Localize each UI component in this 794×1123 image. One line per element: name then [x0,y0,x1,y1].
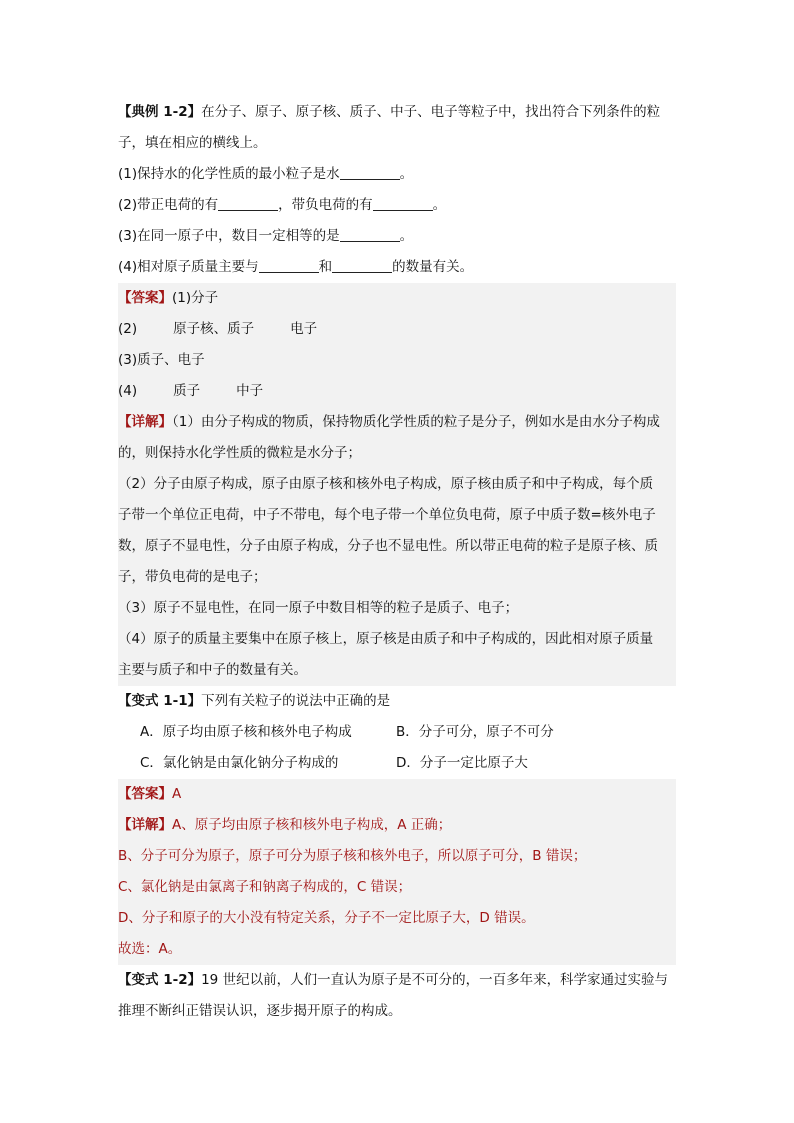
variant-1-2-line-2 [118,996,676,1027]
answer-3: (3)质子、电子 [118,352,205,368]
answer-1: (1)分子 [172,290,219,306]
answer-line-4 [118,376,676,407]
detail-line-7 [118,593,676,624]
detail-tag: 【详解】 [118,414,172,430]
variant-1-2-line-1 [118,965,676,996]
question-1-text: (1)保持水的化学性质的最小粒子是水 [118,166,340,182]
detail-line-6 [118,562,676,593]
question-3-end: 。 [399,228,414,244]
detail-line-5 [118,531,676,562]
detail-tag: 【详解】 [118,817,172,833]
detail-line-8 [118,624,676,655]
options-row-2 [118,748,676,779]
option-d: D．分子一定比原子大 [396,755,528,771]
example-stem-line-1 [118,97,676,128]
detail-2-line-3 [118,872,676,903]
detail-text: 子带一个单位正电荷，中子不带电，每个电子带一个单位负电荷，原子中质子数=核外电子 [118,507,656,523]
detail-line-1 [118,407,676,438]
question-4-text: (4)相对原子质量主要与 [118,259,259,275]
detail-line-2 [118,438,676,469]
answer-blank [340,163,400,180]
detail-text: 的，则保持水化学性质的微粒是水分子； [118,445,361,461]
answer-section-2 [118,779,676,965]
question-4-end: 的数量有关。 [392,259,474,275]
detail-text: B、分子可分为原子，原子可分为原子核和核外电子，所以原子可分，B 错误； [118,848,587,864]
detail-2-line-1 [118,810,676,841]
answer-4-num: (4) [118,383,138,399]
example-tag: 【典例 1-2】 [118,104,202,120]
answer-2-value-2: 电子 [290,321,318,337]
option-a: A．原子均由原子核和核外电子构成 [140,724,352,740]
option-c: C．氯化钠是由氯化钠分子构成的 [140,755,339,771]
question-2-text-2: ，带负电荷的有 [278,197,373,213]
document-page [118,97,676,1027]
example-stem: 在分子、原子、原子核、质子、中子、电子等粒子中，找出符合下列条件的粒 [201,104,661,120]
detail-2-line-4 [118,903,676,934]
detail-text: 主要与质子和中子的数量有关。 [118,662,307,678]
variant-stem-cont: 推理不断纠正错误认识，逐步揭开原子的构成。 [118,1003,402,1019]
variant-tag: 【变式 1-2】 [118,972,202,988]
answer-4-value-2: 中子 [236,383,264,399]
answer-blank [259,256,319,273]
answer-blank [218,194,278,211]
detail-2-line-5 [118,934,676,965]
options-row-1 [118,717,676,748]
answer-2-value-1: 原子核、质子 [173,321,255,337]
answer-4-value-1: 质子 [173,383,201,399]
answer-blank [373,194,433,211]
detail-text: （3）原子不显电性，在同一原子中数目相等的粒子是质子、电子； [118,600,519,616]
detail-text: 故选：A。 [118,941,182,957]
example-stem-cont: 子，填在相应的横线上。 [118,135,267,151]
detail-text: 子，带负电荷的是电子； [118,569,267,585]
variant-stem: 19 世纪以前，人们一直认为原子是不可分的，一百多年来，科学家通过实验与 [201,972,669,988]
option-b: B．分子可分，原子不可分 [396,724,554,740]
question-4-text-2: 和 [318,259,333,275]
detail-2-line-2 [118,841,676,872]
answer-2-line [118,779,676,810]
detail-text: A、原子均由原子核和核外电子构成，A 正确； [172,817,452,833]
answer-line-1 [118,283,676,314]
variant-stem: 下列有关粒子的说法中正确的是 [201,693,391,709]
detail-line-9 [118,655,676,686]
variant-1-1-stem [118,686,676,717]
question-2-end: 。 [432,197,447,213]
answer-line-3 [118,345,676,376]
answer-tag: 【答案】 [118,290,172,306]
answer-blank [340,225,400,242]
question-2 [118,190,676,221]
detail-text: 数，原子不显电性，分子由原子构成，分子也不显电性。所以带正电荷的粒子是原子核、质 [118,538,658,554]
detail-line-3 [118,469,676,500]
question-3 [118,221,676,252]
variant-tag: 【变式 1-1】 [118,693,202,709]
answer-line-2 [118,314,676,345]
answer-blank [332,256,392,273]
detail-text: （4）原子的质量主要集中在原子核上，原子核是由质子和中子构成的，因此相对原子质量 [118,631,654,647]
question-1-end: 。 [399,166,414,182]
question-3-text: (3)在同一原子中，数目一定相等的是 [118,228,340,244]
example-stem-line-2 [118,128,676,159]
detail-line-4 [118,500,676,531]
detail-text: C、氯化钠是由氯离子和钠离子构成的，C 错误； [118,879,412,895]
answer-value: A [172,786,182,802]
detail-text: （1）由分子构成的物质，保持物质化学性质的粒子是分子，例如水是由水分子构成 [172,414,660,430]
detail-text: （2）分子由原子构成，原子由原子核和核外电子构成，原子核由质子和中子构成，每个质 [118,476,654,492]
answer-tag: 【答案】 [118,786,172,802]
answer-2-num: (2) [118,321,138,337]
question-1 [118,159,676,190]
question-2-text: (2)带正电荷的有 [118,197,219,213]
detail-text: D、分子和原子的大小没有特定关系，分子不一定比原子大，D 错误。 [118,910,535,926]
question-4 [118,252,676,283]
answer-section [118,283,676,686]
